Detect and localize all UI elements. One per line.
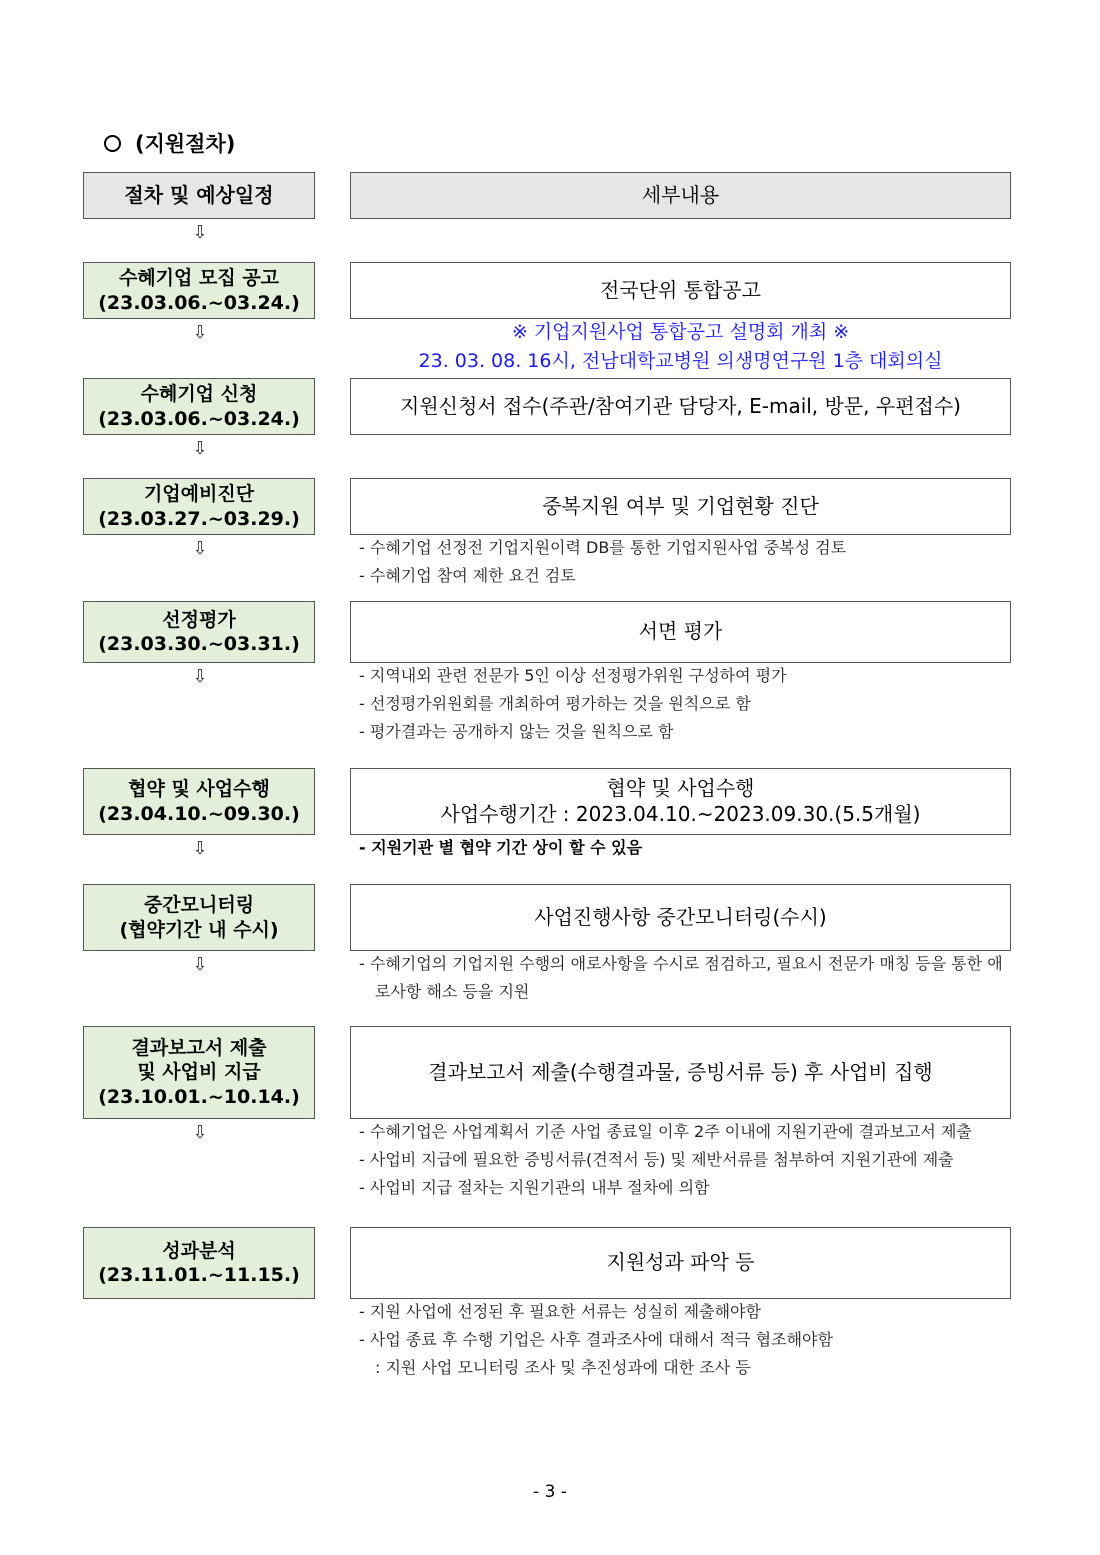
step-report-payment — [83, 1026, 315, 1119]
header-right-label: 세부내용 — [641, 182, 720, 207]
down-arrow-icon: ⇩ — [192, 954, 208, 975]
detail-selection-evaluation — [350, 601, 1011, 663]
detail-text: 지원신청서 접수(주관/참여기관 담당자, E-mail, 방문, 우편접수) — [400, 393, 961, 418]
note-item: - 사업비 지급에 필요한 증빙서류(견적서 등) 및 제반서류를 첨부하여 지원기관에 제출 — [359, 1150, 954, 1169]
down-arrow-icon: ⇩ — [192, 538, 208, 559]
detail-application — [350, 378, 1011, 435]
detail-performance-analysis — [350, 1227, 1011, 1299]
detail-recruitment-notice — [350, 262, 1011, 319]
step-title: 선정평가 — [162, 608, 236, 631]
step-performance-analysis — [83, 1227, 315, 1299]
down-arrow-icon: ⇩ — [192, 222, 208, 243]
step-title: 협약 및 사업수행 — [128, 778, 270, 801]
section-heading — [104, 128, 235, 158]
down-arrow-icon: ⇩ — [192, 438, 208, 459]
step-date: (23.03.06.~03.24.) — [98, 407, 300, 430]
step-recruitment-notice — [83, 262, 315, 319]
note-item: - 수혜기업의 기업지원 수행의 애로사항을 수시로 점검하고, 필요시 전문가 매칭 등을 통한 애로사항 해소 등을 지원 — [359, 954, 1003, 1001]
briefing-notice — [350, 318, 1011, 377]
note-item: - 수혜기업은 사업계획서 기준 사업 종료일 이후 2주 이내에 지원기관에 결과보고서 제출 — [359, 1122, 972, 1141]
detail-period-text: 사업수행기간 : 2023.04.10.~2023.09.30.(5.5개월) — [440, 801, 921, 826]
step-date: (협약기간 내 수시) — [119, 918, 279, 941]
step-date: (23.03.06.~03.24.) — [98, 291, 300, 314]
step-title-line-2: 및 사업비 지급 — [137, 1061, 261, 1084]
note-item: - 선정평가위원회를 개최하여 평가하는 것을 원칙으로 함 — [359, 694, 751, 713]
note-item: - 평가결과는 공개하지 않는 것을 원칙으로 함 — [359, 722, 674, 741]
header-procedure-schedule — [83, 172, 315, 219]
detail-text: 사업진행사항 중간모니터링(수시) — [534, 904, 827, 929]
step-date: (23.11.01.~11.15.) — [98, 1264, 300, 1286]
evaluation-notes — [359, 662, 1009, 746]
step-date: (23.04.10.~09.30.) — [98, 802, 300, 825]
detail-text: 전국단위 통합공고 — [600, 277, 761, 302]
detail-text: 결과보고서 제출(수행결과물, 증빙서류 등) 후 사업비 집행 — [428, 1059, 933, 1084]
detail-text: 협약 및 사업수행 — [606, 775, 755, 800]
note-item: - 지역내외 관련 전문가 5인 이상 선정평가위원 구성하여 평가 — [359, 666, 787, 685]
step-title: 중간모니터링 — [143, 894, 255, 917]
down-arrow-icon: ⇩ — [192, 666, 208, 687]
step-title: 수혜기업 신청 — [140, 383, 258, 406]
note-item: - 지원 사업에 선정된 후 필요한 서류는 성실히 제출해야함 — [359, 1302, 761, 1321]
diagnosis-notes — [359, 534, 1009, 590]
note-item: - 수혜기업 선정전 기업지원이력 DB를 통한 기업지원사업 중복성 검토 — [359, 538, 847, 557]
note-item: - 수혜기업 참여 제한 요건 검토 — [359, 566, 576, 585]
monitoring-notes — [359, 950, 1009, 1006]
step-application — [83, 378, 315, 435]
analysis-notes — [359, 1298, 1009, 1382]
detail-report-payment — [350, 1026, 1011, 1119]
down-arrow-icon: ⇩ — [192, 322, 208, 343]
header-left-label: 절차 및 예상일정 — [124, 182, 274, 207]
down-arrow-icon: ⇩ — [192, 838, 208, 859]
report-notes — [359, 1118, 1009, 1202]
note-item: - 지원기관 별 협약 기간 상이 할 수 있음 — [359, 838, 643, 857]
down-arrow-icon: ⇩ — [192, 1122, 208, 1143]
detail-text: 지원성과 파악 등 — [606, 1250, 755, 1275]
section-heading-text: (지원절차) — [135, 132, 236, 156]
notice-line-1: ※ 기업지원사업 통합공고 설명회 개최 ※ — [511, 321, 850, 343]
detail-preliminary-diagnosis — [350, 478, 1011, 535]
detail-agreement-execution — [350, 768, 1011, 835]
detail-interim-monitoring — [350, 884, 1011, 951]
step-date: (23.10.01.~10.14.) — [98, 1085, 300, 1108]
detail-text: 서면 평가 — [638, 619, 723, 644]
note-continuation: : 지원 사업 모니터링 조사 및 추진성과에 대한 조사 등 — [375, 1358, 751, 1377]
step-title: 성과분석 — [162, 1239, 236, 1262]
detail-text: 중복지원 여부 및 기업현황 진단 — [542, 493, 819, 518]
note-item: - 사업비 지급 절차는 지원기관의 내부 절차에 의함 — [359, 1178, 710, 1197]
notice-line-2: 23. 03. 08. 16시, 전남대학교병원 의생명연구원 1층 대회의실 — [418, 350, 943, 373]
header-details — [350, 172, 1011, 219]
step-date: (23.03.30.~03.31.) — [98, 633, 300, 655]
step-title: 수혜기업 모집 공고 — [118, 267, 280, 290]
step-interim-monitoring — [83, 884, 315, 951]
step-agreement-execution — [83, 768, 315, 835]
note-item: - 사업 종료 후 수행 기업은 사후 결과조사에 대해서 적극 협조해야함 — [359, 1330, 833, 1349]
agreement-notes — [359, 834, 1009, 862]
step-title: 기업예비진단 — [143, 483, 255, 506]
circle-bullet-icon — [104, 135, 121, 152]
step-date: (23.03.27.~03.29.) — [98, 507, 300, 530]
page-number: - 3 - — [533, 1482, 567, 1502]
step-preliminary-diagnosis — [83, 478, 315, 535]
step-title: 결과보고서 제출 — [131, 1037, 267, 1060]
step-selection-evaluation — [83, 601, 315, 663]
